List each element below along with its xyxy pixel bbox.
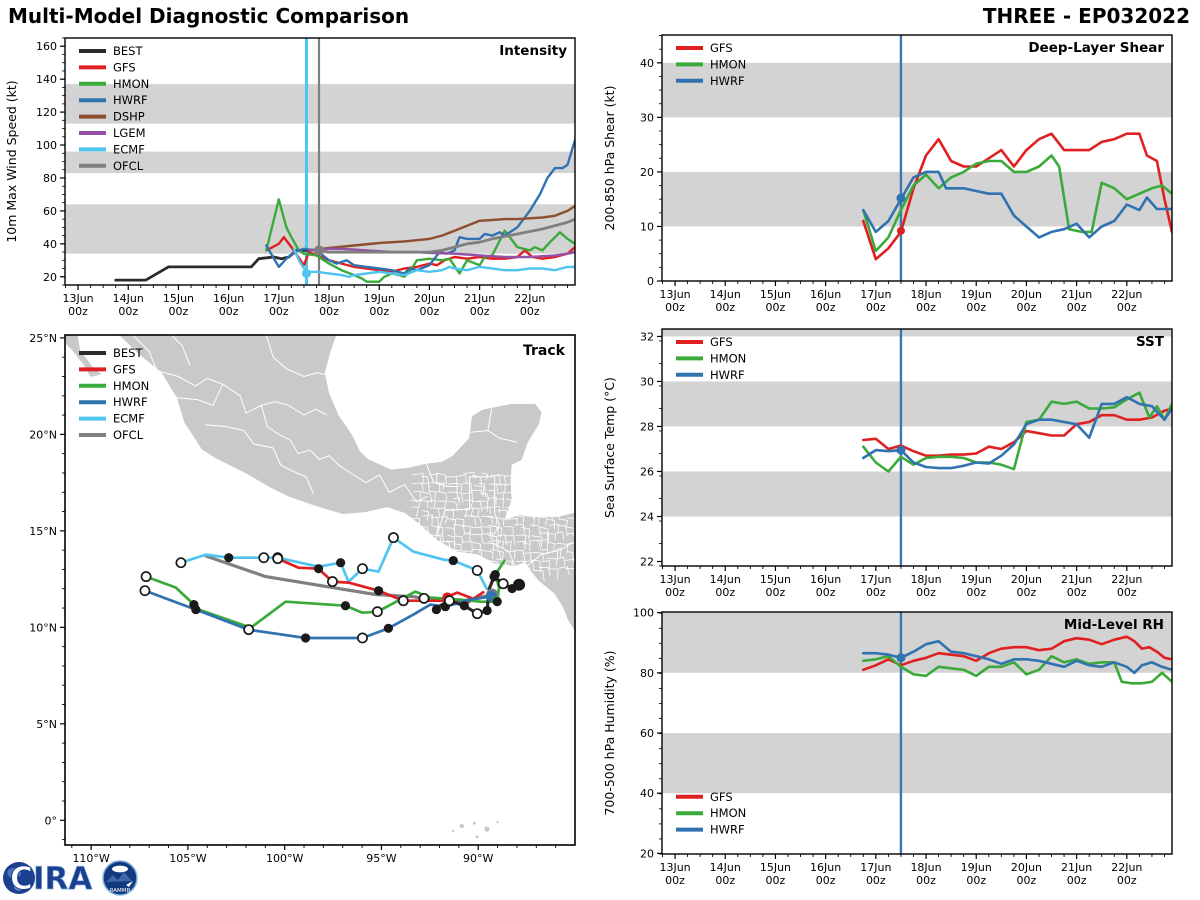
municipal-border-line	[421, 570, 428, 577]
x-tick-label-hour: 00z	[469, 305, 490, 318]
track-marker-filled	[336, 558, 345, 567]
x-tick-label-hour: 00z	[665, 874, 685, 887]
municipal-border-line	[576, 506, 586, 512]
track-marker-open	[244, 625, 253, 634]
x-tick-label-hour: 00z	[665, 586, 685, 599]
x-tick-label: 17Jun	[860, 861, 892, 874]
y-tick-label: 80	[43, 171, 57, 185]
municipal-border-line	[522, 490, 532, 501]
x-tick-label: 22Jun	[1111, 288, 1143, 301]
municipal-border-line	[532, 493, 539, 499]
municipal-border-line	[575, 535, 584, 542]
page-title: Multi-Model Diagnostic Comparison	[8, 4, 410, 28]
intensity-panel-title: Intensity	[499, 43, 567, 59]
y-tick-label: 60	[43, 204, 57, 218]
municipal-border-line	[514, 508, 521, 515]
legend-label-dshp: DSHP	[113, 109, 145, 124]
municipal-border-line	[549, 473, 560, 482]
x-tick-label: 14Jun	[709, 288, 741, 301]
municipal-border-line	[411, 569, 422, 577]
x-tick-label-hour: 00z	[369, 305, 390, 318]
y-tick-label: 30	[640, 375, 654, 389]
municipal-border-line	[456, 566, 467, 574]
municipal-border-line	[557, 500, 568, 510]
x-tick-label: 17Jun	[860, 288, 892, 301]
x-tick-label-hour: 00z	[865, 874, 886, 887]
x-tick-label-hour: 00z	[118, 305, 139, 318]
track-marker-filled	[489, 572, 498, 581]
legend-item-hwrf	[79, 395, 148, 409]
municipal-border-line	[515, 475, 522, 488]
x-tick-label-hour: 00z	[168, 305, 189, 318]
badge-label: RAMMB	[109, 888, 131, 894]
legend-label-best: BEST	[113, 44, 143, 58]
y-tick-label: 0	[647, 275, 654, 288]
municipal-border-line	[533, 500, 540, 509]
x-tick-label: 19Jun	[960, 288, 992, 301]
y-tick-label: 30	[640, 111, 654, 125]
island-galapagos	[452, 830, 454, 832]
track-marker-open	[473, 566, 482, 575]
track-marker-open	[140, 586, 149, 595]
x-tick-label-hour: 00z	[1066, 586, 1087, 599]
x-tick-label: 17Jun	[263, 292, 295, 305]
map-x-tick-label: 100°W	[265, 852, 304, 865]
legend-label-gfs: GFS	[113, 60, 136, 75]
track-marker-open	[259, 553, 268, 562]
x-tick-label: 21Jun	[1061, 573, 1093, 586]
x-tick-label-hour: 00z	[1066, 874, 1087, 887]
legend-label-hwrf: HWRF	[113, 395, 148, 410]
x-tick-label-hour: 00z	[1016, 586, 1037, 599]
track-marker-filled	[341, 601, 350, 610]
map-x-tick-label: 110°W	[72, 852, 110, 865]
map-y-tick-label: 5°N	[36, 717, 57, 731]
legend-label-hwrf: HWRF	[710, 822, 745, 837]
municipal-border-line	[445, 566, 454, 576]
category-band	[662, 329, 1172, 336]
municipal-border-line	[575, 557, 583, 565]
rh-y-axis-label: 700-500 hPa Humidity (%)	[602, 650, 617, 816]
legend-item-hmon	[676, 351, 746, 365]
x-tick-label-hour: 00z	[966, 586, 987, 599]
legend-item-best	[79, 44, 143, 58]
x-tick-label-hour: 00z	[715, 874, 736, 887]
track-panel	[29, 332, 586, 865]
legend-label-gfs: GFS	[710, 41, 733, 55]
x-tick-label-hour: 00z	[268, 305, 289, 318]
category-band	[662, 733, 1172, 793]
track-marker-filled	[493, 597, 502, 606]
x-tick-label-hour: 00z	[865, 586, 886, 599]
municipal-border-line	[566, 471, 573, 477]
map-y-tick-label: 10°N	[29, 621, 57, 635]
track-marker-filled	[384, 624, 393, 633]
track-marker-open	[358, 633, 367, 642]
x-tick-label: 15Jun	[759, 861, 792, 874]
legend-label-gfs: GFS	[710, 789, 733, 804]
municipal-border-line	[558, 482, 566, 490]
track-marker-filled	[460, 601, 469, 610]
municipal-border-line	[542, 500, 549, 508]
map-y-tick-label: 25°N	[29, 331, 57, 345]
y-tick-label: 120	[36, 106, 57, 120]
map-y-tick-label: 20°N	[29, 428, 57, 442]
track-marker-open	[499, 579, 508, 588]
sst-panel-title: SST	[1135, 334, 1164, 350]
series-marker	[896, 653, 905, 662]
legend-item-hmon	[676, 806, 746, 820]
x-tick-label: 16Jun	[810, 861, 842, 874]
municipal-border-line	[547, 483, 558, 491]
y-tick-label: 32	[640, 330, 654, 344]
track-panel-title: Track	[523, 343, 565, 359]
island-galapagos	[460, 824, 464, 828]
legend-label-hmon: HMON	[113, 76, 150, 91]
x-tick-label-hour: 00z	[815, 586, 836, 599]
legend-item-ofcl	[79, 428, 144, 442]
municipal-border-line	[522, 501, 532, 510]
sst-panel	[602, 329, 1172, 599]
y-tick-label: 160	[36, 40, 57, 54]
y-tick-label: 60	[640, 727, 654, 740]
track-marker-open	[473, 609, 482, 618]
legend	[676, 41, 746, 88]
track-marker-open	[389, 533, 398, 542]
x-tick-label: 18Jun	[910, 573, 942, 586]
x-tick-label: 18Jun	[910, 861, 942, 874]
y-tick-label: 80	[640, 666, 654, 680]
legend	[79, 346, 149, 442]
municipal-border-line	[431, 568, 439, 578]
track-marker-filled	[314, 564, 323, 573]
municipal-border-line	[430, 559, 438, 570]
x-tick-label: 20Jun	[1010, 573, 1043, 586]
y-tick-label: 20	[43, 270, 57, 284]
legend-label-hmon: HMON	[710, 806, 747, 821]
intensity-y-axis-label: 10m Max Wind Speed (kt)	[4, 80, 19, 243]
x-tick-label: 21Jun	[1061, 288, 1093, 301]
y-tick-label: 40	[640, 56, 654, 70]
legend-item-gfs	[676, 41, 733, 55]
municipal-border-line	[566, 484, 575, 491]
island-galapagos	[473, 822, 476, 825]
municipal-border-line	[531, 475, 542, 483]
x-tick-label-hour: 00z	[68, 305, 88, 318]
x-tick-label: 22Jun	[1111, 861, 1143, 874]
x-tick-label-hour: 00z	[1116, 586, 1137, 599]
series-marker	[314, 245, 324, 255]
x-tick-label-hour: 00z	[765, 874, 786, 887]
municipal-border-line	[564, 502, 573, 513]
municipal-border-line	[436, 568, 444, 577]
track-marker-filled	[374, 586, 383, 595]
x-tick-label-hour: 00z	[715, 301, 736, 314]
shear-y-axis-label: 200-850 hPa Shear (kt)	[602, 85, 617, 231]
legend-item-lgem	[79, 126, 146, 140]
municipal-border-line	[576, 566, 584, 573]
track-marker-open	[273, 554, 282, 563]
municipal-border-line	[539, 474, 546, 482]
series-marker	[896, 446, 905, 455]
x-tick-label-hour: 00z	[665, 301, 685, 314]
x-tick-label-hour: 00z	[1016, 874, 1037, 887]
legend-item-gfs	[79, 60, 136, 74]
legend-label-hwrf: HWRF	[113, 93, 148, 108]
x-tick-label: 22Jun	[514, 292, 546, 305]
track-marker-open	[445, 596, 454, 605]
x-tick-label: 18Jun	[910, 288, 942, 301]
municipal-border-line	[557, 492, 565, 503]
series-marker	[897, 227, 905, 235]
x-tick-label-hour: 00z	[966, 874, 987, 887]
legend-item-gfs	[676, 335, 733, 349]
badge-cloud	[112, 866, 128, 873]
track-marker-open	[176, 558, 185, 567]
x-tick-label: 20Jun	[1010, 288, 1043, 301]
municipal-border-line	[524, 485, 534, 494]
y-tick-label: 140	[36, 73, 57, 87]
map-y-tick-label: 15°N	[29, 524, 57, 538]
legend	[676, 335, 746, 382]
legend-label-gfs: GFS	[710, 335, 733, 349]
y-tick-label: 20	[640, 165, 654, 179]
storm-id-title: THREE - EP032022	[982, 4, 1190, 28]
municipal-border-line	[539, 490, 550, 501]
series-marker	[896, 194, 905, 203]
x-tick-label: 13Jun	[62, 292, 94, 305]
island-galapagos	[484, 826, 489, 831]
intensity-panel	[4, 38, 575, 318]
municipal-border-line	[420, 536, 428, 544]
y-tick-label: 100	[36, 139, 57, 153]
island-galapagos	[496, 821, 498, 823]
x-tick-label: 16Jun	[213, 292, 245, 305]
y-tick-label: 100	[633, 606, 654, 620]
track-marker-open	[373, 607, 382, 616]
shear-panel	[602, 35, 1172, 314]
track-marker-filled	[301, 633, 310, 642]
track-marker-open	[328, 577, 337, 586]
x-tick-label: 20Jun	[1010, 861, 1043, 874]
municipal-border-line	[516, 485, 523, 495]
x-tick-label: 16Jun	[810, 288, 842, 301]
x-tick-label: 16Jun	[810, 573, 842, 586]
x-tick-label: 21Jun	[1061, 861, 1093, 874]
map-x-tick-label: 105°W	[169, 852, 207, 865]
x-tick-label-hour: 00z	[765, 301, 786, 314]
x-tick-label-hour: 00z	[916, 586, 936, 599]
legend	[676, 790, 746, 837]
y-tick-label: 40	[43, 237, 57, 251]
municipal-border-line	[559, 508, 566, 514]
track-marker-open	[358, 564, 367, 573]
x-tick-label: 20Jun	[413, 292, 446, 305]
x-tick-label: 13Jun	[659, 861, 691, 874]
x-tick-label: 19Jun	[960, 573, 992, 586]
municipal-border-line	[548, 501, 555, 507]
municipal-border-line	[539, 483, 546, 493]
logo-letter-c: C	[10, 861, 33, 897]
x-tick-label: 14Jun	[112, 292, 144, 305]
legend-item-best	[79, 346, 143, 360]
legend-item-hmon	[79, 379, 149, 393]
x-tick-label: 14Jun	[709, 573, 741, 586]
y-tick-label: 24	[640, 510, 654, 524]
x-tick-label-hour: 00z	[419, 305, 440, 318]
category-band	[662, 471, 1172, 516]
cira-rammb-logo	[2, 856, 152, 900]
municipal-border-line	[411, 558, 420, 567]
legend-label-hwrf: HWRF	[710, 73, 745, 88]
rh-panel-title: Mid-Level RH	[1063, 617, 1164, 633]
rh-panel	[602, 607, 1172, 887]
y-tick-label: 26	[640, 465, 654, 479]
x-tick-label-hour: 00z	[765, 586, 786, 599]
map-x-tick-label: 95°W	[366, 852, 397, 865]
municipal-border-line	[532, 482, 540, 490]
x-tick-label-hour: 00z	[916, 874, 936, 887]
x-tick-label: 17Jun	[860, 573, 892, 586]
x-tick-label-hour: 00z	[916, 301, 936, 314]
x-tick-label-hour: 00z	[1116, 874, 1137, 887]
x-tick-label: 19Jun	[960, 861, 992, 874]
island-galapagos	[476, 835, 479, 838]
track-marker-filled	[483, 606, 492, 615]
x-tick-label-hour: 00z	[815, 301, 836, 314]
track-marker-open	[399, 596, 408, 605]
legend-label-lgem: LGEM	[113, 126, 146, 140]
x-tick-label-hour: 00z	[715, 586, 736, 599]
legend-label-hwrf: HWRF	[710, 367, 745, 382]
legend-label-ofcl: OFCL	[113, 428, 144, 442]
x-tick-label: 19Jun	[363, 292, 395, 305]
y-tick-label: 28	[640, 420, 654, 434]
sst-y-axis-label: Sea Surface Temp (°C)	[602, 377, 617, 518]
municipal-border-line	[514, 493, 524, 503]
x-tick-label: 15Jun	[759, 288, 792, 301]
shear-panel-title: Deep-Layer Shear	[1028, 40, 1164, 56]
map-y-tick-label: 0°	[44, 814, 57, 828]
y-tick-label: 40	[640, 787, 654, 801]
x-tick-label: 14Jun	[709, 861, 741, 874]
map-x-tick-label: 90°W	[463, 852, 494, 865]
track-marker-filled	[191, 605, 200, 614]
x-tick-label-hour: 00z	[218, 305, 239, 318]
legend-label-ecmf: ECMF	[113, 142, 145, 157]
logo-text: IRA	[33, 861, 93, 897]
municipal-border-line	[556, 476, 568, 488]
legend-label-hmon: HMON	[113, 378, 150, 393]
municipal-border-line	[575, 540, 586, 551]
x-tick-label-hour: 00z	[966, 301, 987, 314]
x-tick-label: 13Jun	[659, 288, 691, 301]
x-tick-label: 15Jun	[162, 292, 195, 305]
x-tick-label: 18Jun	[313, 292, 345, 305]
legend-item-ecmf	[79, 412, 145, 426]
legend-label-best: BEST	[113, 346, 143, 360]
track-marker-filled	[224, 553, 233, 562]
municipal-border-line	[548, 491, 556, 500]
legend-label-hmon: HMON	[710, 57, 747, 72]
x-tick-label-hour: 00z	[1116, 301, 1137, 314]
legend-label-ecmf: ECMF	[113, 411, 145, 426]
municipal-border-line	[564, 490, 572, 501]
x-tick-label-hour: 00z	[1066, 301, 1087, 314]
municipal-border-line	[420, 558, 430, 564]
municipal-border-line	[522, 474, 529, 484]
x-tick-label-hour: 00z	[319, 305, 339, 318]
y-tick-label: 22	[640, 555, 654, 569]
track-marker-filled	[432, 605, 441, 614]
municipal-border-line	[575, 552, 584, 559]
y-tick-label: 10	[640, 220, 654, 234]
track-marker-open	[419, 594, 428, 603]
track-marker-filled	[507, 584, 516, 593]
legend-item-hwrf	[676, 823, 745, 837]
series-marker	[302, 269, 311, 278]
legend-label-gfs: GFS	[113, 362, 136, 377]
x-tick-label: 21Jun	[464, 292, 496, 305]
legend-label-hmon: HMON	[710, 351, 747, 366]
track-marker-open	[141, 572, 150, 581]
legend-label-ofcl: OFCL	[113, 158, 144, 173]
x-tick-label-hour: 00z	[865, 301, 886, 314]
x-tick-label-hour: 00z	[815, 874, 836, 887]
municipal-border-line	[438, 551, 447, 558]
x-tick-label: 22Jun	[1111, 573, 1143, 586]
x-tick-label-hour: 00z	[1016, 301, 1037, 314]
municipal-border-line	[513, 565, 523, 571]
y-tick-label: 20	[640, 847, 654, 861]
x-tick-label: 13Jun	[659, 573, 691, 586]
municipal-border-line	[430, 541, 437, 548]
municipal-border-line	[513, 501, 523, 509]
legend-item-hwrf	[676, 368, 745, 382]
municipal-border-line	[507, 568, 515, 578]
track-marker-filled	[449, 556, 458, 565]
x-tick-label: 15Jun	[759, 573, 792, 586]
municipal-border-line	[411, 534, 421, 544]
x-tick-label-hour: 00z	[519, 305, 540, 318]
